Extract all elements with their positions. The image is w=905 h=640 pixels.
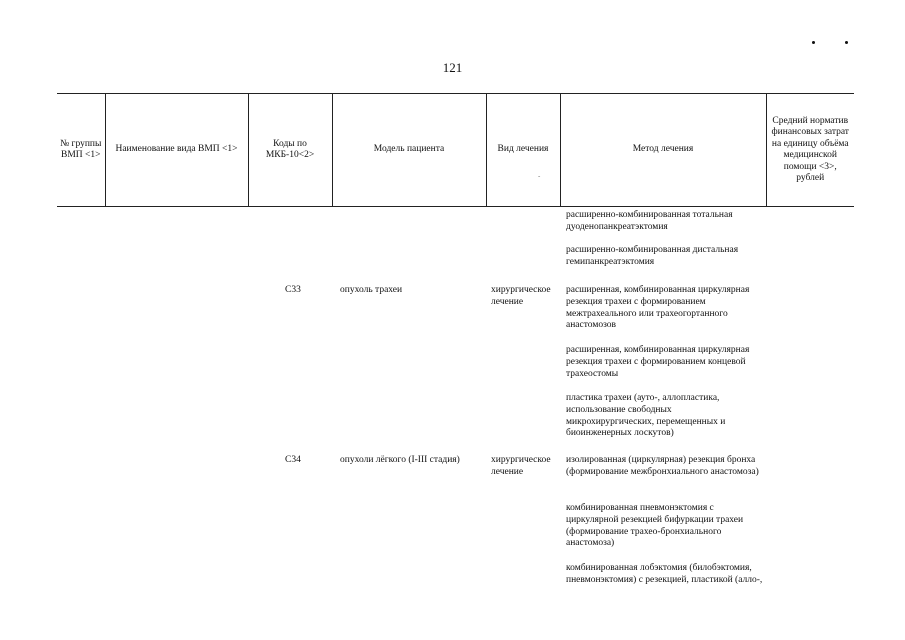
header-icd-codes: Коды по МКБ-10<2> (248, 94, 332, 207)
treatment-type: хирургическое лечение (491, 455, 551, 477)
method-text: расширенно-комбинированная тотальная дуоденопанкреатэктомия (566, 210, 733, 232)
method-text: расширенная, комбинированная циркулярная резекция трахеи с формированием концевой трахеостомы (566, 345, 750, 379)
method-text: комбинированная лобэктомия (билобэктомия, пневмонэктомия) с резекцией, пластикой (алло-, (566, 563, 763, 585)
header-vmp-name: Наименование вида ВМП <1> (105, 94, 248, 207)
treatment-type: хирургическое лечение (491, 285, 551, 307)
method-text: комбинированная пневмонэктомия с циркулярной резекцией бифуркации трахеи (формирование трахео-бронхиального анастомоза) (566, 503, 744, 549)
icd-code: С33 (285, 285, 301, 295)
icd-code: С34 (285, 455, 301, 465)
header-treatment-type: Вид лечения (486, 94, 560, 207)
method-text: расширенно-комбинированная дистальная гемипанкреатэктомия (566, 245, 739, 267)
header-group-number: № группы ВМП <1> (57, 94, 105, 207)
table-header (57, 93, 854, 207)
stray-mark: - (538, 172, 541, 180)
page-number: 121 (442, 60, 463, 75)
header-patient-model: Модель пациента (332, 94, 486, 207)
method-text: пластика трахеи (ауто-, аллопластика, использование свободных микрохирургических, перемещенных и биоинженерных лоскутов) (566, 393, 726, 439)
corner-marks (808, 38, 858, 48)
header-average-cost: Средний норматив финансовых затрат на единицу объёма медицинской помощи <3>, рублей (766, 94, 854, 207)
method-text: изолированная (циркулярная) резекция бронха (формирование межбронхиального анастомоза) (566, 455, 759, 477)
method-text: расширенная, комбинированная циркулярная резекция трахеи с формированием межтрахеального или трахеогортанного анастомозов (566, 285, 750, 331)
patient-model: опухоль трахеи (340, 285, 403, 295)
header-treatment-method: Метод лечения (560, 94, 766, 207)
patient-model: опухоли лёгкого (I-III стадия) (340, 455, 460, 465)
